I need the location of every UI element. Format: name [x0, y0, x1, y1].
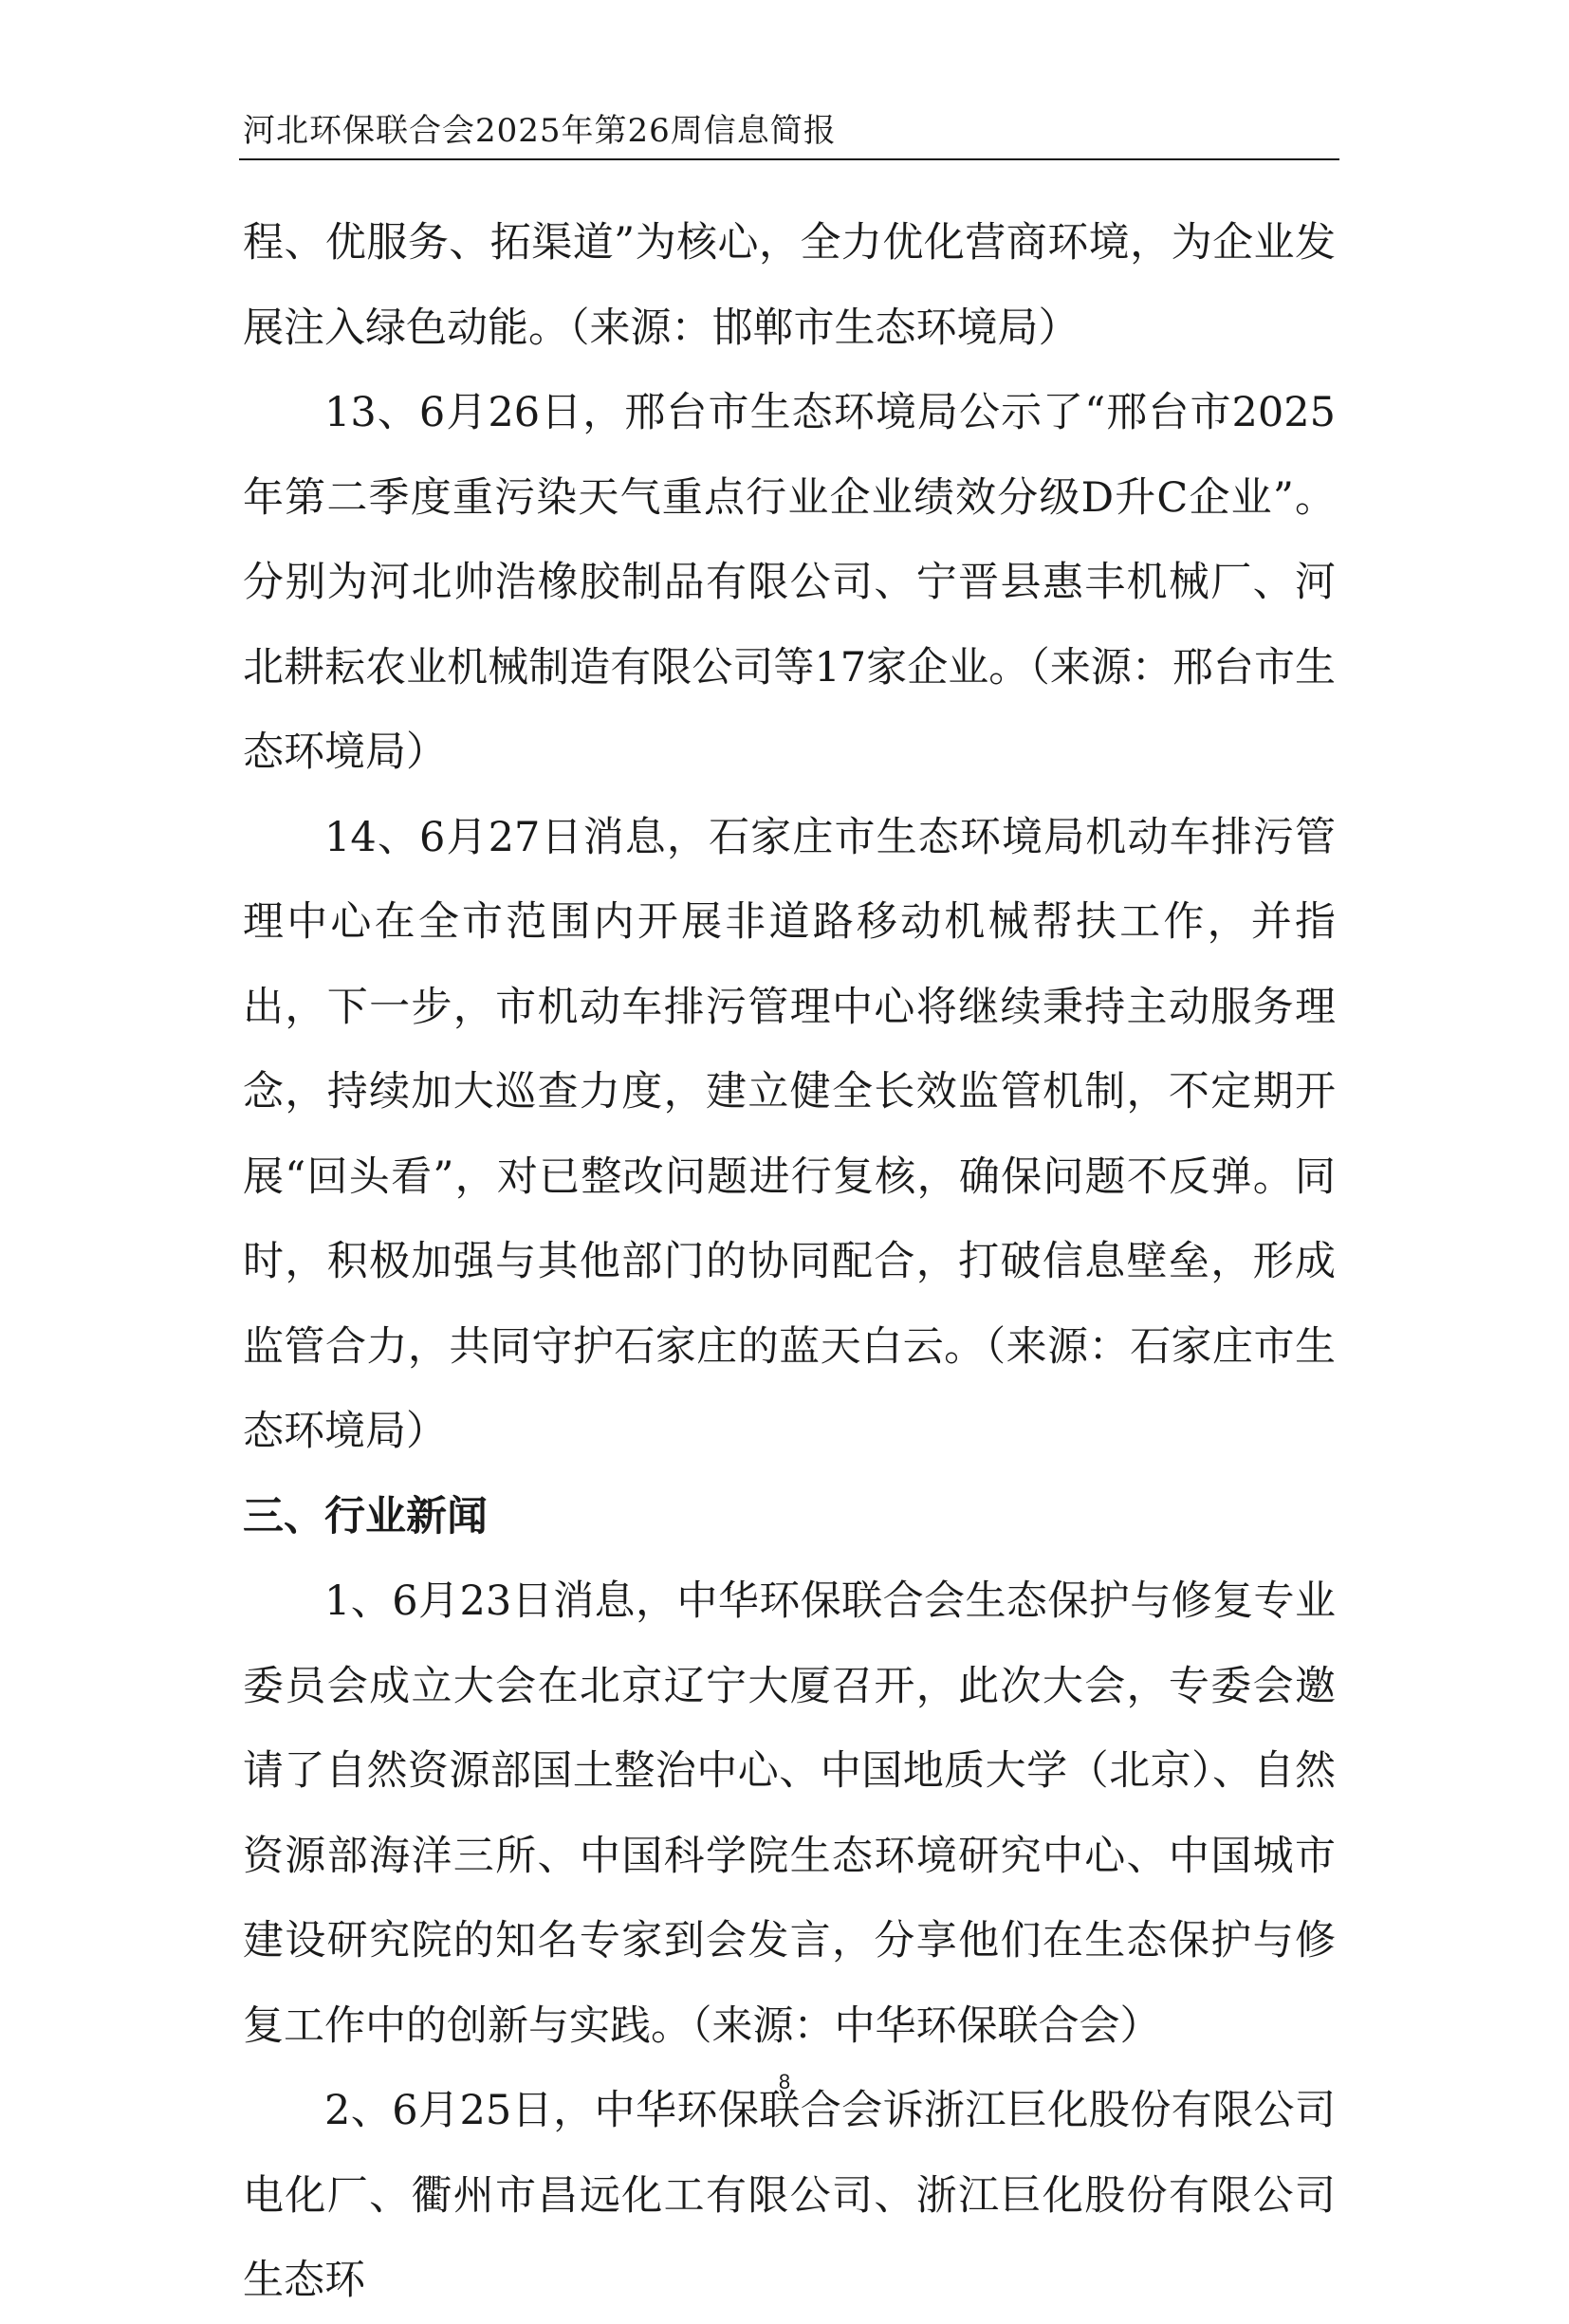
paragraph-item-13: 13、6月26日，邢台市生态环境局公示了“邢台市2025年第二季度重污染天气重点行业企业绩效分级D升C企业”。分别为河北帅浩橡胶制品有限公司、宁晋县惠丰机械厂、河北耕耘农业机械制造有限公司等17家企业。（来源：邢台市生态环境局） [243, 389, 1336, 776]
running-header: 河北环保联合会2025年第26周信息简报 [243, 112, 837, 150]
section-heading: 三、行业新闻 [243, 1492, 488, 1540]
page-number: 8 [778, 2070, 791, 2093]
paragraph-news-1: 1、6月23日消息，中华环保联合会生态保护与修复专业委员会成立大会在北京辽宁大厦召开，此次大会，专委会邀请了自然资源部国土整治中心、中国地质大学（北京）、自然资源部海洋三所、中国科学院生态环境研究中心、中国城市建设研究院的知名专家到会发言，分享他们在生态保护与修复工作中的创新与实践。（来源：中华环保联合会） [243, 1577, 1336, 2050]
paragraph-news-2: 2、6月25日，中华环保联合会诉浙江巨化股份有限公司电化厂、衢州市昌远化工有限公司、浙江巨化股份有限公司生态环 [243, 2087, 1336, 2304]
paragraph-continuation: 程、优服务、拓渠道”为核心，全力优化营商环境，为企业发展注入绿色动能。（来源：邯郸市生态环境局） [243, 219, 1336, 352]
header-rule [239, 158, 1339, 160]
paragraph-item-14: 14、6月27日消息，石家庄市生态环境局机动车排污管理中心在全市范围内开展非道路移动机械帮扶工作，并指出，下一步，市机动车排污管理中心将继续秉持主动服务理念，持续加大巡查力度，建立健全长效监管机制，不定期开展“回头看”，对已整改问题进行复核，确保问题不反弹。同时，积极加强与其他部门的协同配合，打破信息壁垒，形成监管合力，共同守护石家庄的蓝天白云。（来源：石家庄市生态环境局） [243, 813, 1336, 1455]
page-body [243, 201, 1336, 2324]
